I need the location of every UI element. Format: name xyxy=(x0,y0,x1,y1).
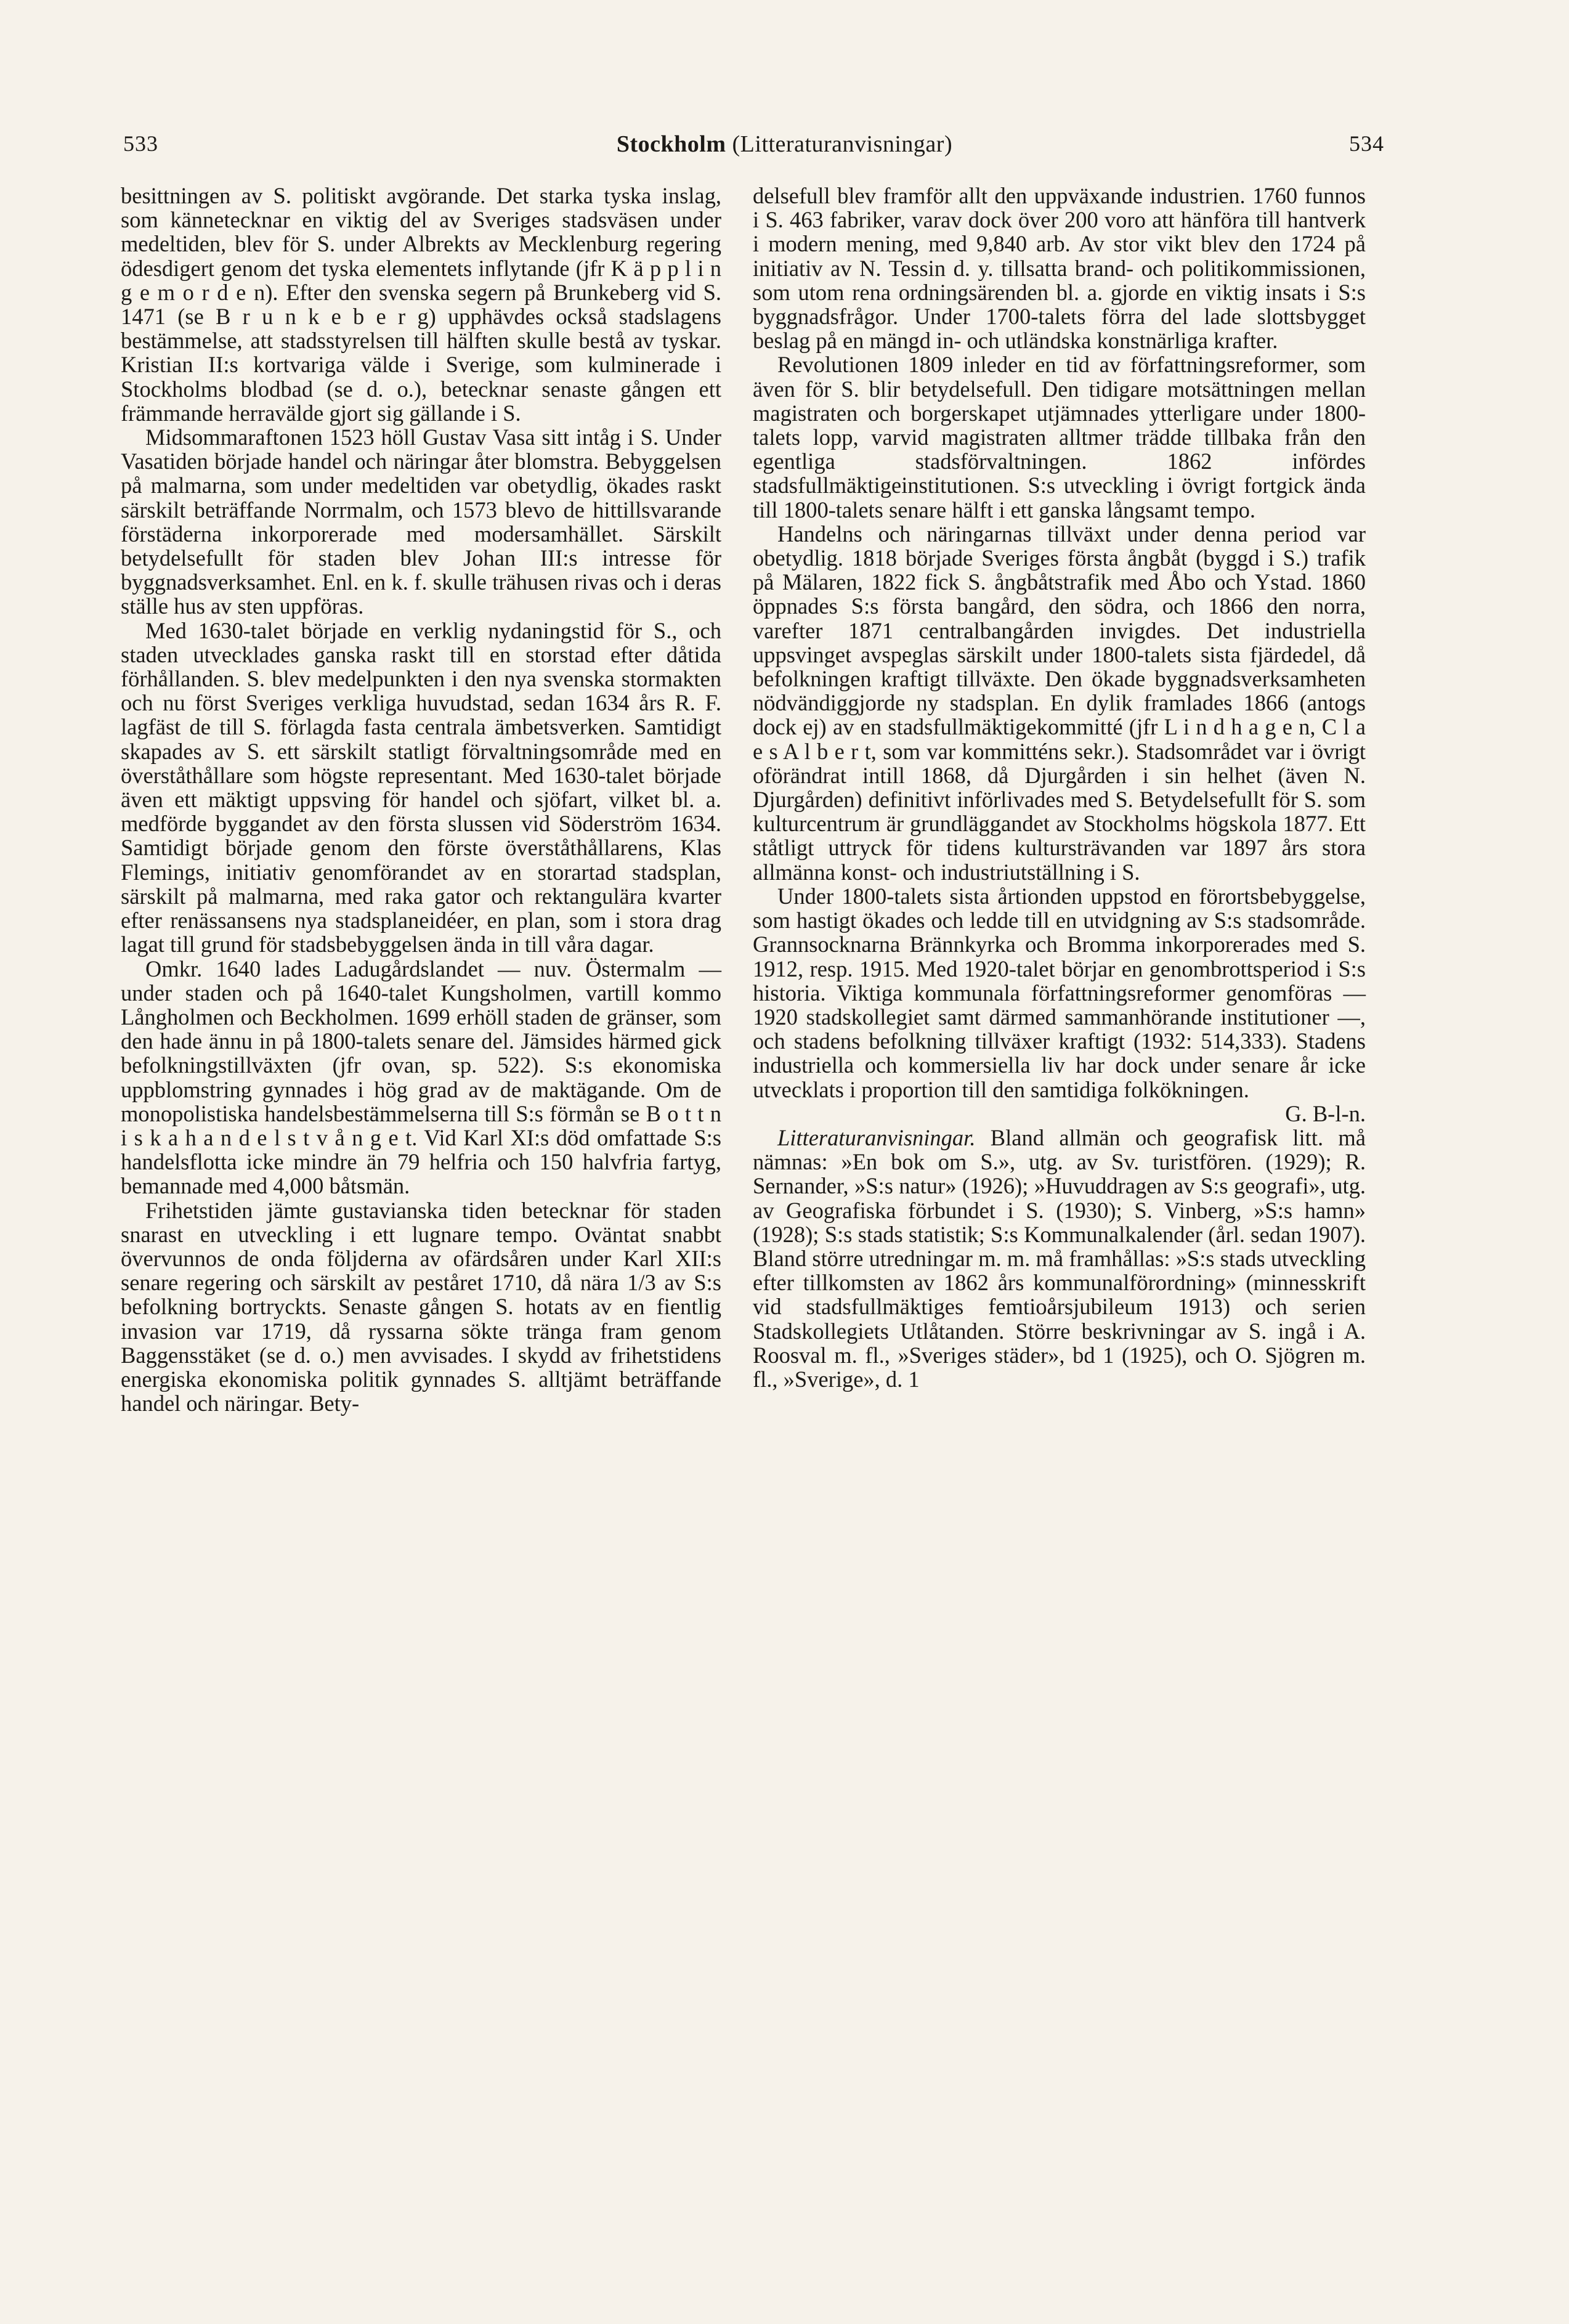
literature-text: Bland allmän och geografisk litt. må nämnas: »En bok om S.», utg. av Sv. turistfören. (1929); R. Sernander, »S:s natur» (1926); »Huvuddragen av S:s geografi», utg. av Geografiska förbundet i S. (1930); S. Vinberg, »S:s hamn» (1928); S:s stads statistik; S:s Kommunalkalender (årl. sedan 1907). Bland större utredningar m. m. må framhållas: »S:s stads utveckling efter tillkomsten av 1862 års kommunalförordning» (minnesskrift vid stadsfullmäktiges femtioårsjubileum 1913) och serien Stadskollegiets Utlåtanden. Större beskrivningar av S. ingå i A. Roosval m. fl., »Sveriges städer», bd 1 (1925), och O. Sjögren m. fl., »Sverige», d. 1 xyxy=(753,1124,1366,1392)
headword: Stockholm xyxy=(616,131,726,157)
literature-heading: Litteraturanvisningar. xyxy=(777,1124,976,1150)
running-head xyxy=(0,131,1569,158)
literature-paragraph xyxy=(753,1126,1366,1391)
left-paragraph-2: Midsommaraftonen 1523 höll Gustav Vasa sitt intåg i S. Under Vasatiden började handel och näringar åter blomstra. Bebyggelsen på malmarna, som under medeltiden var obetydlig, ökades raskt särskilt beträffande Norrmalm, och 1573 blevo de hittillsvarande förstäderna inkorporerade med modersamhället. Särskilt betydelsefullt för staden blev Johan III:s intresse för byggnadsverksamhet. Enl. en k. f. skulle trähusen rivas och i deras ställe hus av sten uppföras. xyxy=(121,425,721,619)
left-paragraph-5: Frihetstiden jämte gustavianska tiden betecknar för staden snarast en utveckling i ett lugnare tempo. Oväntat snabbt övervunnos de onda följderna av ofärdsåren under Karl XII:s senare regering och särskilt av peståret 1710, då nära 1/3 av S:s befolkning bortryckts. Senaste gången S. hotats av en fientlig invasion var 1719, då ryssarna sökte tränga fram genom Baggensstäket (se d. o.) men avvisades. I skydd av frihetstidens energiska ekonomiska politik gynnades S. alltjämt beträffande handel och näringar. Bety- xyxy=(121,1197,721,1416)
right-paragraph-2: Revolutionen 1809 inleder en tid av författningsreformer, som även för S. blir betydelsefull. Den tidigare motsättningen mellan magistraten och borgerskapet utjämnades ytterligare under 1800-talets lopp, varvid magistraten alltmer trädde tillbaka från den egentliga stadsförvaltningen. 1862 infördes stadsfullmäktigeinstitutionen. S:s utveckling i övrigt fortgick ända till 1800-talets senare hälft i ett ganska långsamt tempo. xyxy=(753,352,1366,522)
right-paragraph-4: Under 1800-talets sista årtionden uppstod en förortsbebyggelse, som hastigt ökades och ledde till en utvidgning av S:s stadsområde. Grannsocknarna Brännkyrka och Bromma inkorporerades med S. 1912, resp. 1915. Med 1920-talet börjar en genombrottsperiod i S:s historia. Viktiga kommunala författningsreformer genomföras — 1920 stadskollegiet samt därmed sammanhörande institutioner —, och stadens befolkning tillväxer kraftigt (1932: 514,333). Stadens industriella och kommersiella liv har dock under senare år icke utvecklats i proportion till den samtidiga folkökningen. xyxy=(753,883,1366,1102)
page-number-right: 534 xyxy=(1349,131,1384,156)
running-head-subtitle: (Litteraturanvisningar) xyxy=(732,131,953,157)
left-column xyxy=(121,184,721,1415)
right-paragraph-1: delsefull blev framför allt den uppväxande industrien. 1760 funnos i S. 463 fabriker, varav dock över 200 voro att hänföra till hantverk i modern mening, med 9,840 arb. Av stor vikt blev den 1724 på initiativ av N. Tessin d. y. tillsatta brand- och politikommissionen, som utom rena ordningsärenden bl. a. gjorde en viktig insats i S:s byggnadsfrågor. Under 1700-talets förra del lade slottsbygget beslag på en mängd in- och utländska konstnärliga krafter. xyxy=(753,183,1366,354)
author-signature: G. B-l-n. xyxy=(1285,1100,1366,1126)
left-paragraph-4: Omkr. 1640 lades Ladugårdslandet — nuv. Östermalm — under staden och på 1640-talet Kungsholmen, vartill kommo Långholmen och Beckholmen. 1699 erhöll staden de gränser, som den hade ännu in på 1800-talets senare del. Jämsides härmed gick befolkningstillväxten (jfr ovan, sp. 522). S:s ekonomiska uppblomstring gynnades i hög grad av de maktägande. Om de monopolistiska handelsbestämmelserna till S:s förmån se B o t t n i s k a h a n d e l s t v å n g e t. Vid Karl XI:s död omfattade S:s handelsflotta icke mindre än 79 helfria och 150 halvfria fartyg, bemannade med 4,000 båtsmän. xyxy=(121,956,721,1199)
page-header xyxy=(0,131,1569,168)
left-paragraph-3: Med 1630-talet började en verklig nydaningstid för S., och staden utvecklades ganska raskt till en storstad efter dåtida förhållanden. S. blev medelpunkten i den nya svenska stormakten och nu först Sveriges verkliga huvudstad, sedan 1634 års R. F. lagfäst de till S. förlagda fasta centrala ämbetsverken. Samtidigt skapades av S. ett särskilt statligt förvaltningsområde med en överståthållare som högste representant. Med 1630-talet började även ett mäktigt uppsving för handel och sjöfart, vilket bl. a. medförde byggandet av den första slussen vid Söderström 1634. Samtidigt började genom den förste överståthållarens, Klas Flemings, initiativ genomförandet av en storartad stadsplan, särskilt på malmarna, med raka gator och rektangulära kvarter efter renässansens nya stadsplaneidéer, en plan, som i stora drag lagat till grund för stadsbebyggelsen ända in till våra dagar. xyxy=(121,617,721,957)
page-number-left: 533 xyxy=(123,131,158,156)
right-paragraph-3: Handelns och näringarnas tillväxt under denna period var obetydlig. 1818 började Sveriges första ångbåt (byggd i S.) trafik på Mälaren, 1822 fick S. ångbåtstrafik med Åbo och Ystad. 1860 öppnades S:s första bangård, den södra, och 1866 den norra, varefter 1871 centralbangården invigdes. Det industriella uppsvinget avspeglas särskilt under 1800-talets sista fjärdedel, då befolkningen kraftigt tillväxte. Den ökade byggnadsverksamheten nödvändiggjorde ny stadsplan. En dylik framlades 1866 (antogs dock ej) av en stadsfullmäktigekommitté (jfr L i n d h a g e n, C l a e s A l b e r t, som var kommitténs sekr.). Stadsområdet var i övrigt oförändrat intill 1868, då Djurgården i sin helhet (även N. Djurgården) definitivt införlivades med S. Betydelsefullt för S. som kulturcentrum är grundläggandet av Stockholms högskola 1877. Ett ståtligt uttryck för tidens kultursträvanden var 1897 års stora allmänna konst- och industriutställning i S. xyxy=(753,521,1366,885)
left-paragraph-1: besittningen av S. politiskt avgörande. Det starka tyska inslag, som kännetecknar en viktig del av Sveriges stadsväsen under medeltiden, blev för S. under Albrekts av Mecklenburg regering ödesdigert genom det tyska elementets inflytande (jfr K ä p p l i n g e m o r d e n). Efter den svenska segern på Brunkeberg vid S. 1471 (se B r u n k e b e r g) upphävdes också stadslagens bestämmelse, att stadsstyrelsen till hälften skulle bestå av tyskar. Kristian II:s kortvariga välde i Sverige, som kulminerade i Stockholms blodbad (se d. o.), betecknar senaste gången ett främmande herravälde gjort sig gällande i S. xyxy=(121,183,721,426)
right-column xyxy=(753,184,1366,1391)
